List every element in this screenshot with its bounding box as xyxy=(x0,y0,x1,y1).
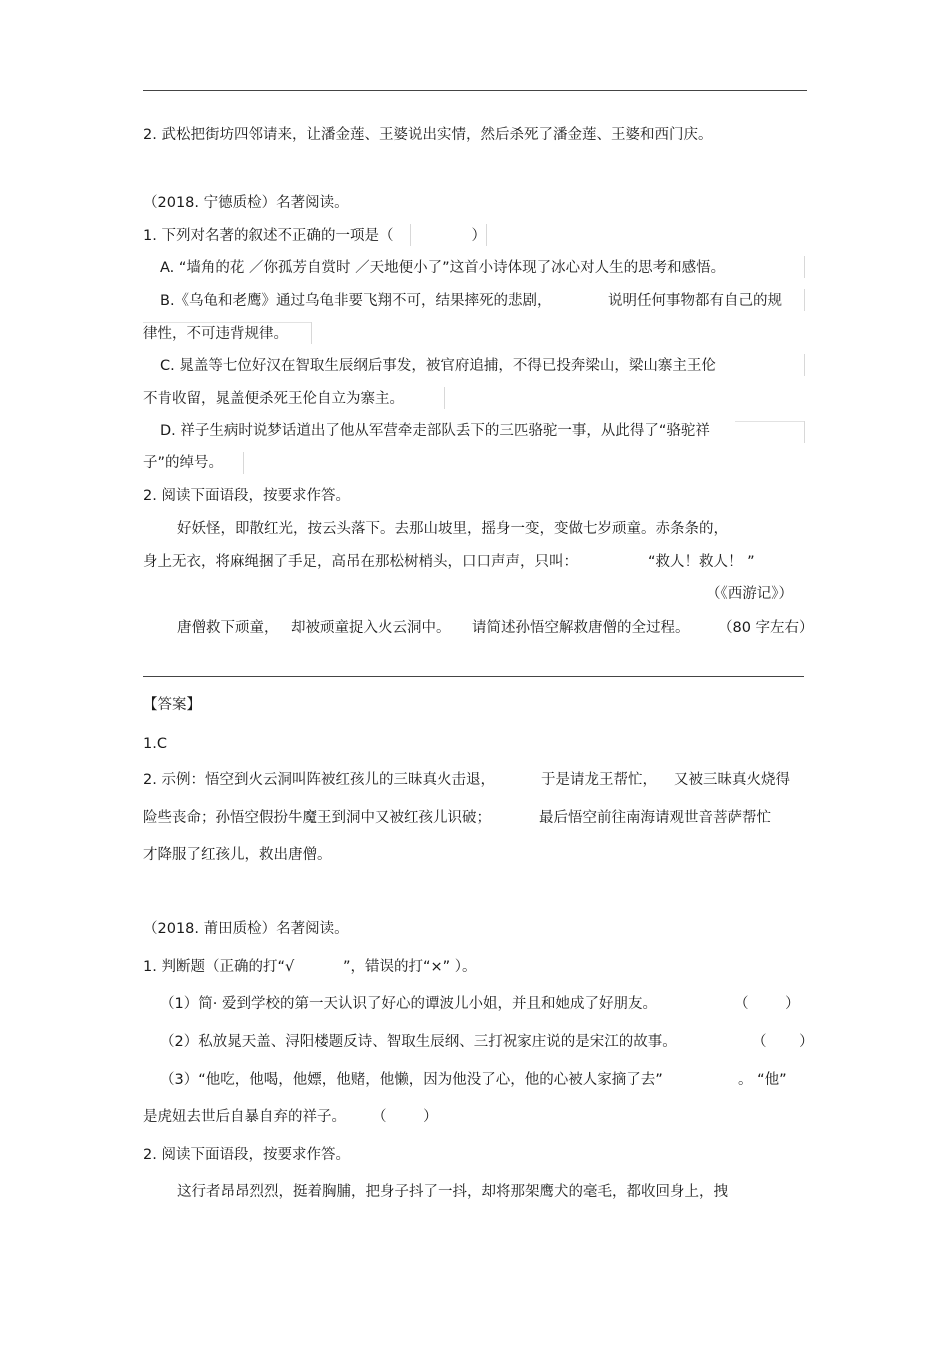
scan-mark xyxy=(804,421,805,443)
ningde-q1-stem xyxy=(143,227,486,245)
option-b-line1-end: 说明任何事物都有自己的规 xyxy=(608,293,782,309)
passage-line2: 身上无衣，将麻绳捆了手足，高吊在那松树梢头，口口声声，只叫： xyxy=(143,554,578,570)
task-part3: 请简述孙悟空解救唐僧的全过程。 xyxy=(472,620,690,636)
scan-mark xyxy=(243,452,244,474)
answer-2-line1a: 2. 示例：悟空到火云洞叫阵被红孩儿的三昧真火击退， xyxy=(143,772,495,788)
q1-stem-close: ） xyxy=(471,228,486,244)
option-c-line1: C. 晁盖等七位好汉在智取生辰纲后事发，被官府追捕，不得已投奔梁山，梁山寨主王伦 xyxy=(160,358,716,374)
q1-stem-text: 1. 下列对名著的叙述不正确的一项是（ xyxy=(143,228,394,244)
option-d-line1: D. 祥子生病时说梦话道出了他从军营牵走部队丢下的三匹骆驼一事，从此得了“骆驼祥 xyxy=(160,423,710,439)
task-part1: 唐僧救下顽童， xyxy=(177,620,279,636)
answer-2-line1b: 于是请龙王帮忙， xyxy=(541,772,657,788)
scan-mark xyxy=(804,256,805,278)
top-divider xyxy=(143,90,807,91)
judge-item-1: （1）简· 爱到学校的第一天认识了好心的谭波儿小姐，并且和她成了好朋友。 xyxy=(160,996,657,1012)
option-b-line1 xyxy=(160,292,552,310)
judge-item-2: （2）私放晁天盖、浔阳楼题反诗、智取生辰纲、三打祝家庄说的是宋江的故事。 xyxy=(160,1034,677,1050)
answer-divider xyxy=(143,676,804,677)
scan-mark xyxy=(486,224,487,246)
answer-2-line2b: 最后悟空前往南海请观世音菩萨帮忙 xyxy=(539,810,771,826)
passage-source: （《西游记》） xyxy=(706,586,793,602)
putian-q1-part2: ”，错误的打“×” ）。 xyxy=(343,959,477,975)
scan-mark xyxy=(735,421,804,422)
judge-item-1-paren: （ ） xyxy=(734,996,816,1012)
ningde-q2-stem: 2. 阅读下面语段，按要求作答。 xyxy=(143,488,350,504)
option-b-line2: 律性，不可违背规律。 xyxy=(143,326,288,342)
putian-q1-part1: 1. 判断题（正确的打“√ xyxy=(143,959,295,975)
judge-item-3-paren: （ ） xyxy=(372,1109,454,1125)
judge-item-2-paren: （ ） xyxy=(752,1034,828,1050)
scan-mark xyxy=(410,224,411,246)
scan-mark xyxy=(804,289,805,311)
scan-mark xyxy=(804,354,805,376)
answer-2-line1c: 又被三昧真火烧得 xyxy=(674,772,790,788)
ningde-header: （2018. 宁德质检）名著阅读。 xyxy=(143,195,349,211)
answer-title: 【答案】 xyxy=(143,697,201,713)
task-word-limit: （80 字左右） xyxy=(718,620,814,636)
option-c-line2: 不肯收留，晁盖便杀死王伦自立为寨主。 xyxy=(143,391,404,407)
answer-2-line3: 才降服了红孩儿，救出唐僧。 xyxy=(143,847,332,863)
scan-mark xyxy=(311,322,312,344)
option-b-text: B.《乌龟和老鹰》通过乌龟非要飞翔不可，结果摔死的悲剧， xyxy=(160,293,552,309)
scan-mark xyxy=(143,322,311,323)
answer-2-line2a: 险些丧命；孙悟空假扮牛魔王到洞中又被红孩儿识破； xyxy=(143,810,491,826)
putian-header: （2018. 莆田质检）名著阅读。 xyxy=(143,921,349,937)
option-a: A. “墙角的花 ／你孤芳自赏时 ／天地便小了”这首小诗体现了冰心对人生的思考和感悟。 xyxy=(160,260,726,276)
task-part2: 却被顽童捉入火云洞中。 xyxy=(291,620,451,636)
passage-line2-quote: “救人！救人！ ” xyxy=(648,554,755,570)
putian-q2-stem: 2. 阅读下面语段，按要求作答。 xyxy=(143,1147,350,1163)
putian-passage-line1: 这行者昂昂烈烈，挺着胸脯，把身子抖了一抖，却将那架鹰犬的毫毛，都收回身上，拽 xyxy=(177,1184,728,1200)
wusong-answer: 2. 武松把街坊四邻请来，让潘金莲、王婆说出实情，然后杀死了潘金莲、王婆和西门庆。 xyxy=(143,127,713,143)
judge-item-3-line2: 是虎妞去世后自暴自弃的祥子。 xyxy=(143,1109,346,1125)
judge-item-3-line1b: 。 “他” xyxy=(738,1072,787,1088)
scan-mark xyxy=(444,387,445,409)
option-d-line2: 子”的绰号。 xyxy=(143,455,224,471)
answer-1: 1.C xyxy=(143,736,167,752)
judge-item-3-line1a: （3）“他吃，他喝，他嫖，他赌，他懒，因为他没了心，他的心被人家摘了去” xyxy=(160,1072,663,1088)
passage-line1: 好妖怪，即散红光，按云头落下。去那山坡里，摇身一变，变做七岁顽童。赤条条的， xyxy=(177,521,728,537)
